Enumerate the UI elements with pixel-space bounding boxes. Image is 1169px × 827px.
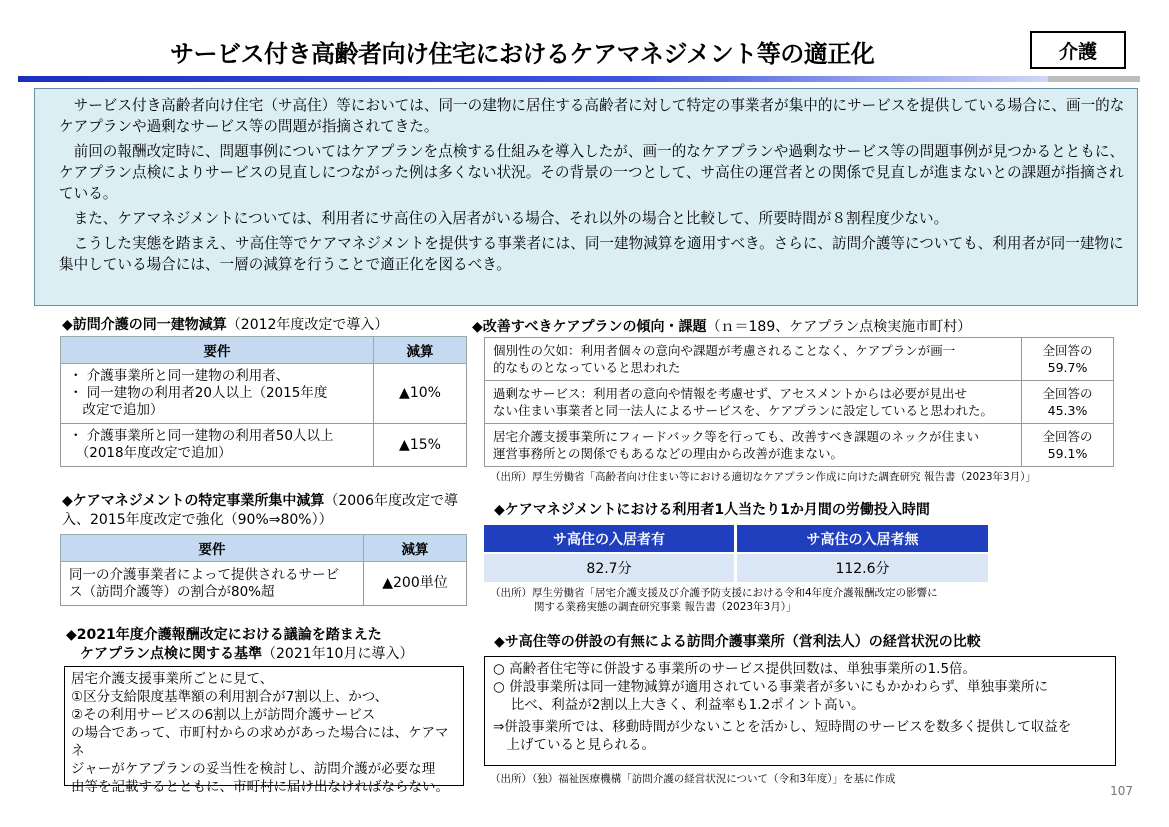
section-heading-labor-time: ◆ケアマネジメントにおける利用者1人当たり1か月間の労働投入時間 xyxy=(494,502,930,518)
title-underline-gray xyxy=(1048,76,1140,82)
title-underline xyxy=(18,76,1048,82)
col-without-residents: サ高住の入居者無 xyxy=(737,525,988,552)
page-number: 107 xyxy=(1110,784,1133,798)
table-row: 個別性の欠如：利用者個々の意向や課題が考慮されることなく、ケアプランが画一 的なものとなっていると思われた 全回答の 59.7% xyxy=(485,338,1114,381)
table-row: ・ 介護事業所と同一建物の利用者、 ・ 同一建物の利用者20人以上（2015年度 改定で追加） ▲10% xyxy=(61,364,467,424)
same-building-table xyxy=(60,336,467,467)
page-title: サービス付き高齢者向け住宅におけるケアマネジメント等の適正化 xyxy=(170,40,875,68)
category-tag: 介護 xyxy=(1030,31,1126,69)
source-note: （出所）厚生労働省「高齢者向け住まい等における適切なケアプラン作成に向けた調査研究 報告書（2023年3月）」 xyxy=(490,471,1036,483)
col-requirement: 要件 xyxy=(61,337,374,364)
section-heading-careplan-check: ◆2021年度介護報酬改定における議論を踏まえた ケアプラン点検に関する基準（2021年10月に導入） xyxy=(66,627,414,662)
summary-bullet: サービス付き高齢者向け住宅（サ高住）等においては、同一の建物に居住する高齢者に対して特定の事業者が集中的にサービスを提供している場合に、画一的なケアプランや過剰なサービス等の問題が指摘されてきた。 xyxy=(59,97,1125,135)
table-row: ・ 介護事業所と同一建物の利用者50人以上 （2018年度改定で追加） ▲15% xyxy=(61,424,467,467)
col-requirement: 要件 xyxy=(61,535,364,562)
table-row: 過剰なサービス：利用者の意向や情報を考慮せず、アセスメントからは必要が見出せ ない住まい事業者と同一法人によるサービスを、ケアプランに設定していると思われた。 全回答の 45.3% xyxy=(485,381,1114,424)
value-without-residents: 112.6分 xyxy=(737,554,988,582)
section-heading-same-building: ◆訪問介護の同一建物減算（2012年度改定で導入） xyxy=(62,317,389,333)
careplan-check-box: 居宅介護支援事業所ごとに見て、 ①区分支給限度基準額の利用割合が7割以上、かつ、 ②その利用サービスの6割以上が訪問介護サービス の場合であって、市町村からの求めがあった場合には、ケアマネ ジャーがケアプランの妥当性を検討し、訪問介護が必要な理 由等を記載するとともに、市町村に届け出なければならない。 xyxy=(64,666,464,786)
careplan-issues-table xyxy=(484,337,1114,467)
concentration-table xyxy=(60,534,467,606)
source-note: （出所）（独）福祉医療機構「訪問介護の経営状況について（令和3年度）」を基に作成 xyxy=(490,773,896,785)
table-row: 居宅介護支援事業所にフィードバック等を行っても、改善すべき課題のネックが住まい 運営事務所との関係でもあるなどの理由から改善が進まない。 全回答の 59.1% xyxy=(485,424,1114,467)
summary-box xyxy=(34,88,1138,306)
labor-time-table xyxy=(484,525,988,583)
summary-bullet: こうした実態を踏まえ、サ高住等でケアマネジメントを提供する事業者には、同一建物減算を適用すべき。さらに、訪問介護等についても、利用者が同一建物に集中している場合には、一層の減算を行うことで適正化を図るべき。 xyxy=(59,235,1124,273)
col-with-residents: サ高住の入居者有 xyxy=(484,525,734,552)
summary-bullet: 前回の報酬改定時に、問題事例についてはケアプランを点検する仕組みを導入したが、画一的なケアプランや過剰なサービス等の問題事例が見つかるとともに、ケアプラン点検によりサービスの見直しにつながった例は多くない状況。その背景の一つとして、サ高住の運営者との関係で見直しが進まないとの課題が指摘されている。 xyxy=(59,143,1125,202)
summary-bullet: また、ケアマネジメントについては、利用者にサ高住の入居者がいる場合、それ以外の場合と比較して、所要時間が８割程度少ない。 xyxy=(59,210,949,227)
col-reduction: 減算 xyxy=(374,337,467,364)
section-heading-concentration: ◆ケアマネジメントの特定事業所集中減算（2006年度改定で導入、2015年度改定で強化（90%⇒80%）） xyxy=(62,493,458,528)
section-heading-management-comparison: ◆サ高住等の併設の有無による訪問介護事業所（営利法人）の経営状況の比較 xyxy=(494,634,981,650)
section-heading-careplan-issues: ◆改善すべきケアプランの傾向・課題（ｎ＝189、ケアプラン点検実施市町村） xyxy=(472,319,972,335)
col-reduction: 減算 xyxy=(364,535,467,562)
source-note: （出所）厚生労働省「居宅介護支援及び介護予防支援における令和4年度介護報酬改定の影響に 関する業務実態の調査研究事業 報告書（2023年3月）」 xyxy=(490,587,938,613)
management-comparison-box: ○ 高齢者住宅等に併設する事業所のサービス提供回数は、単独事業所の1.5倍。 ○ 併設事業所は同一建物減算が適用されている事業者が多いにもかかわらず、単独事業所に 比べ、利益が2割以上大きく、利益率も1.2ポイント高い。 ⇒併設事業所では、移動時間が少ないことを活かし、短時間のサービスを数多く提供して収益を 上げていると見られる。 xyxy=(484,656,1116,766)
value-with-residents: 82.7分 xyxy=(484,554,734,582)
table-row: 同一の介護事業者によって提供されるサービ ス（訪問介護等）の割合が80%超 ▲200単位 xyxy=(61,562,467,606)
